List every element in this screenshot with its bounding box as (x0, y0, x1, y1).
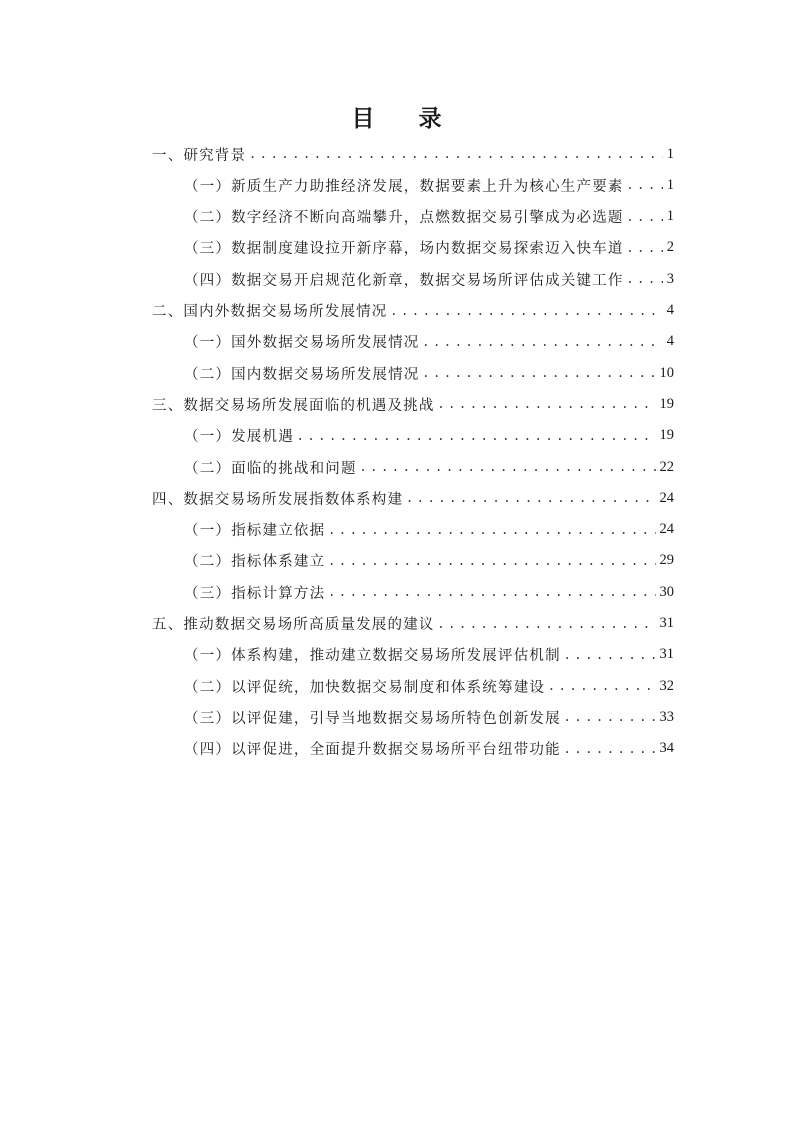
toc-page-number: 22 (659, 458, 674, 475)
toc-entry[interactable] (184, 264, 674, 294)
toc-entry-text: （二）数字经济不断向高端攀升，点燃数据交易引擎成为必选题 (184, 210, 624, 227)
toc-entry-text: （二）面临的挑战和问题 (184, 460, 357, 477)
toc-page-number: 19 (659, 427, 674, 444)
toc-entry-text: （一）发展机遇 (184, 429, 294, 446)
toc-page-number: 2 (666, 239, 674, 256)
toc-entry-text: （一）体系构建，推动建立数据交易场所发展评估机制 (184, 648, 561, 665)
toc-page-number: 19 (659, 395, 674, 412)
toc-entry[interactable] (152, 609, 674, 639)
toc-entry-text: （四）以评促进，全面提升数据交易场所平台纽带功能 (184, 742, 561, 759)
toc-page-number: 4 (666, 302, 674, 318)
toc-page-number: 31 (659, 646, 674, 663)
toc-entry[interactable] (152, 296, 674, 326)
toc-entry[interactable] (184, 452, 674, 482)
toc-entry-text: 五、推动数据交易场所高质量发展的建议 (152, 617, 435, 633)
toc-entry-text: （二）指标体系建立 (184, 554, 326, 571)
toc-entry-text: 三、数据交易场所发展面临的机遇及挑战 (152, 397, 435, 414)
toc-entry[interactable] (184, 170, 674, 200)
toc-dot-leader (628, 271, 663, 287)
toc-page-number: 4 (666, 333, 674, 350)
toc-dot-leader (439, 396, 656, 412)
page-title: 目 录 (351, 106, 460, 132)
toc-dot-leader (439, 616, 656, 632)
toc-page-number: 30 (659, 583, 674, 600)
toc-entry-text: （一）新质生产力助推经济发展，数据要素上升为核心生产要素 (184, 178, 624, 195)
toc-entry[interactable] (184, 421, 674, 451)
toc-entry-text: 四、数据交易场所发展指数体系构建 (152, 491, 404, 508)
toc-page-number: 1 (666, 208, 674, 225)
toc-entry-text: （二）国内数据交易场所发展情况 (184, 366, 420, 383)
toc-dot-leader (549, 678, 655, 694)
toc-dot-leader (329, 522, 655, 538)
toc-entry[interactable] (184, 327, 674, 357)
toc-page-number: 10 (659, 364, 674, 381)
toc-page-number: 34 (659, 740, 674, 757)
toc-entry-text: （一）国外数据交易场所发展情况 (184, 335, 420, 352)
toc-entry[interactable] (184, 702, 674, 732)
toc-page-number: 29 (659, 552, 674, 569)
toc-entry[interactable] (184, 734, 674, 764)
toc-dot-leader (298, 428, 656, 444)
toc-page-number: 31 (659, 615, 674, 631)
toc-entry[interactable] (152, 483, 674, 513)
toc-page-number: 3 (666, 270, 674, 287)
toc-page-number: 1 (666, 176, 674, 193)
toc-dot-leader (424, 365, 656, 381)
toc-entry[interactable] (184, 202, 674, 232)
toc-dot-leader (392, 303, 663, 319)
toc-dot-leader (628, 209, 663, 225)
toc-entry[interactable] (184, 515, 674, 545)
toc-entry[interactable] (152, 139, 674, 169)
toc-dot-leader (424, 334, 663, 350)
toc-entry-text: （三）指标计算方法 (184, 585, 326, 602)
toc-page-number: 24 (659, 489, 674, 506)
toc-dot-leader (329, 553, 655, 569)
toc-page-number: 32 (659, 677, 674, 694)
toc-entry-text: 二、国内外数据交易场所发展情况 (152, 304, 388, 320)
toc-dot-leader (628, 177, 663, 193)
toc-entry[interactable] (152, 389, 674, 419)
toc-entry[interactable] (184, 358, 674, 388)
toc-dot-leader (361, 459, 656, 475)
toc-dot-leader (329, 584, 655, 600)
toc-dot-leader (628, 240, 663, 256)
toc-entry-text: （三）数据制度建设拉开新序幕，场内数据交易探索迈入快车道 (184, 241, 624, 258)
toc-entry-text: （四）数据交易开启规范化新章，数据交易场所评估成关键工作 (184, 272, 624, 289)
toc-entry-text: （二）以评促统，加快数据交易制度和体系统筹建设 (184, 679, 546, 696)
toc-entry[interactable] (184, 546, 674, 576)
toc-dot-leader (407, 490, 655, 506)
toc-page-number: 24 (659, 521, 674, 538)
toc-entry[interactable] (184, 671, 674, 701)
toc-page-number: 1 (666, 145, 674, 162)
toc-entry-text: （一）指标建立依据 (184, 523, 326, 540)
toc-dot-leader (565, 709, 656, 725)
toc-entry[interactable] (184, 233, 674, 263)
toc-entry[interactable] (184, 577, 674, 607)
toc-dot-leader (250, 146, 663, 162)
toc-entry-text: 一、研究背景 (152, 147, 247, 164)
toc-dot-leader (565, 647, 656, 663)
toc-page-number: 33 (659, 708, 674, 725)
toc-entry[interactable] (184, 640, 674, 670)
toc-dot-leader (565, 741, 656, 757)
toc-entry-text: （三）以评促建，引导当地数据交易场所特色创新发展 (184, 710, 561, 727)
